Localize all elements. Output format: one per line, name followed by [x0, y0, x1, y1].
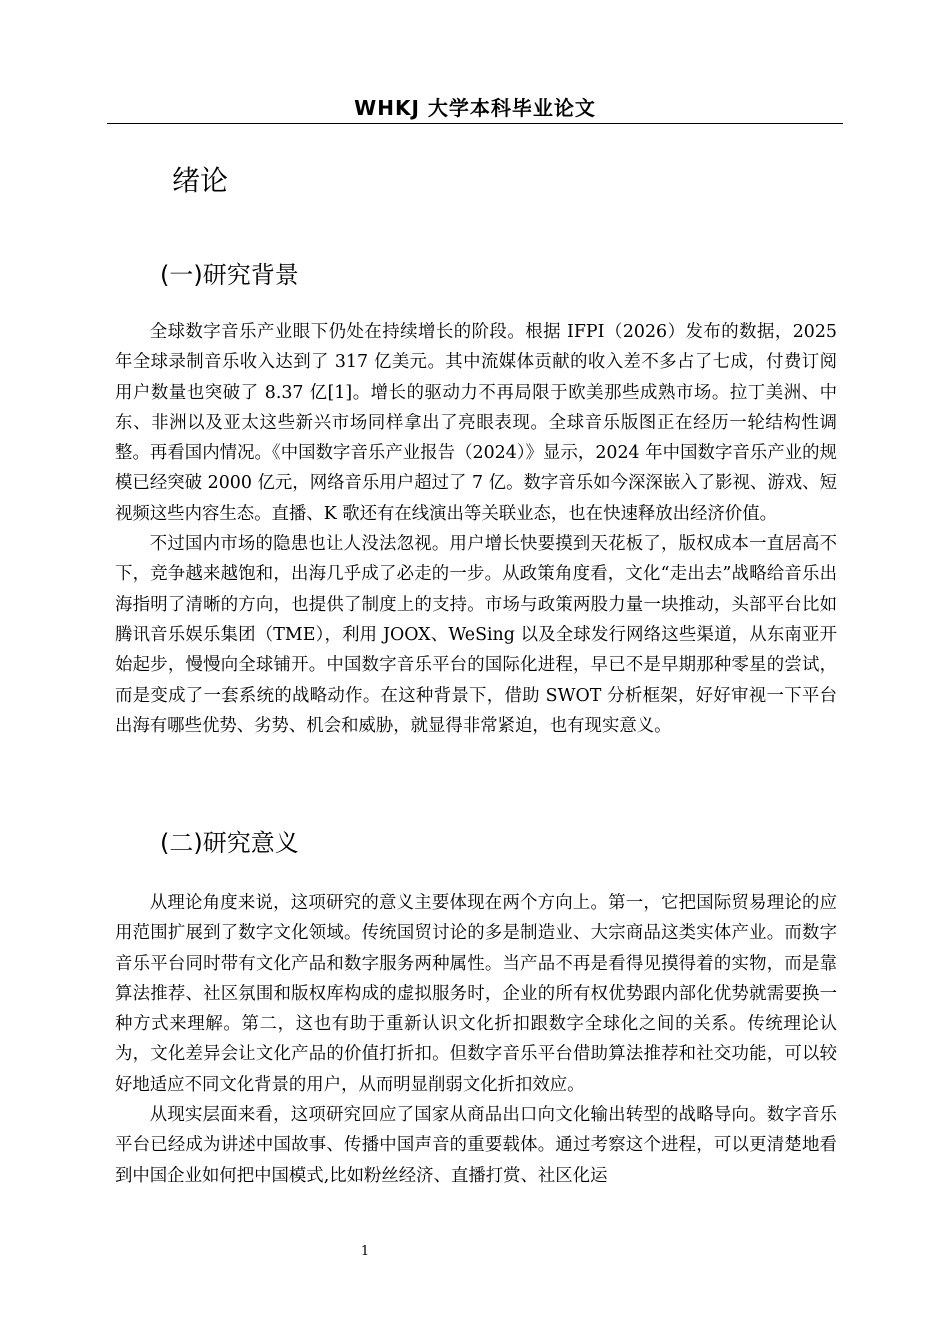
header-divider [107, 123, 843, 124]
section-body-background [115, 317, 837, 741]
section-body-significance [115, 888, 837, 1191]
running-header: WHKJ 大学本科毕业论文 [354, 96, 596, 120]
paragraph: 全球数字音乐产业眼下仍处在持续增长的阶段。根据 IFPI（2026）发布的数据，2025 年全球录制音乐收入达到了 317 亿美元。其中流媒体贡献的收入差不多占了七成，付费订阅用户数量也突破了 8.37 亿[1]。增长的驱动力不再局限于欧美那些成熟市场。拉丁美洲、中东、非洲以及亚太这些新兴市场同样拿出了亮眼表现。全球音乐版图正在经历一轮结构性调整。再看国内情况。《中国数字音乐产业报告（2024）》显示，2024 年中国数字音乐产业的规模已经突破 2000 亿元，网络音乐用户超过了 7 亿。数字音乐如今深深嵌入了影视、游戏、短视频这些内容生态。直播、K 歌还有在线演出等关联业态，也在快速释放出经济价值。 [115, 322, 837, 524]
chapter-title: 绪论 [172, 164, 229, 197]
paragraph: 不过国内市场的隐患也让人没法忽视。用户增长快要摸到天花板了，版权成本一直居高不下，竞争越来越饱和，出海几乎成了必走的一步。从政策角度看，文化“走出去”战略给音乐出海指明了清晰的方向，也提供了制度上的支持。市场与政策两股力量一块推动，头部平台比如腾讯音乐娱乐集团（TME），利用 JOOX、WeSing 以及全球发行网络这些渠道，从东南亚开始起步，慢慢向全球铺开。中国数字音乐平台的国际化进程，早已不是早期那种零星的尝试，而是变成了一套系统的战略动作。在这种背景下，借助 SWOT 分析框架，好好审视一下平台出海有哪些优势、劣势、机会和威胁，就显得非常紧迫，也有现实意义。 [115, 534, 837, 736]
page-number: 1 [360, 1244, 370, 1259]
section-heading-significance: (二)研究意义 [160, 829, 299, 857]
section-heading-background: (一)研究背景 [160, 261, 299, 289]
paragraph: 从理论角度来说，这项研究的意义主要体现在两个方向上。第一，它把国际贸易理论的应用范围扩展到了数字文化领域。传统国贸讨论的多是制造业、大宗商品这类实体产业。而数字音乐平台同时带有文化产品和数字服务两种属性。当产品不再是看得见摸得着的实物，而是靠算法推荐、社区氛围和版权库构成的虚拟服务时，企业的所有权优势跟内部化优势就需要换一种方式来理解。第二，这也有助于重新认识文化折扣跟数字全球化之间的关系。传统理论认为，文化差异会让文化产品的价值打折扣。但数字音乐平台借助算法推荐和社交功能，可以较好地适应不同文化背景的用户，从而明显削弱文化折扣效应。 [115, 893, 837, 1095]
paragraph: 从现实层面来看，这项研究回应了国家从商品出口向文化输出转型的战略导向。数字音乐平台已经成为讲述中国故事、传播中国声音的重要载体。通过考察这个进程，可以更清楚地看到中国企业如何把中国模式,比如粉丝经济、直播打赏、社区化运 [115, 1105, 837, 1186]
